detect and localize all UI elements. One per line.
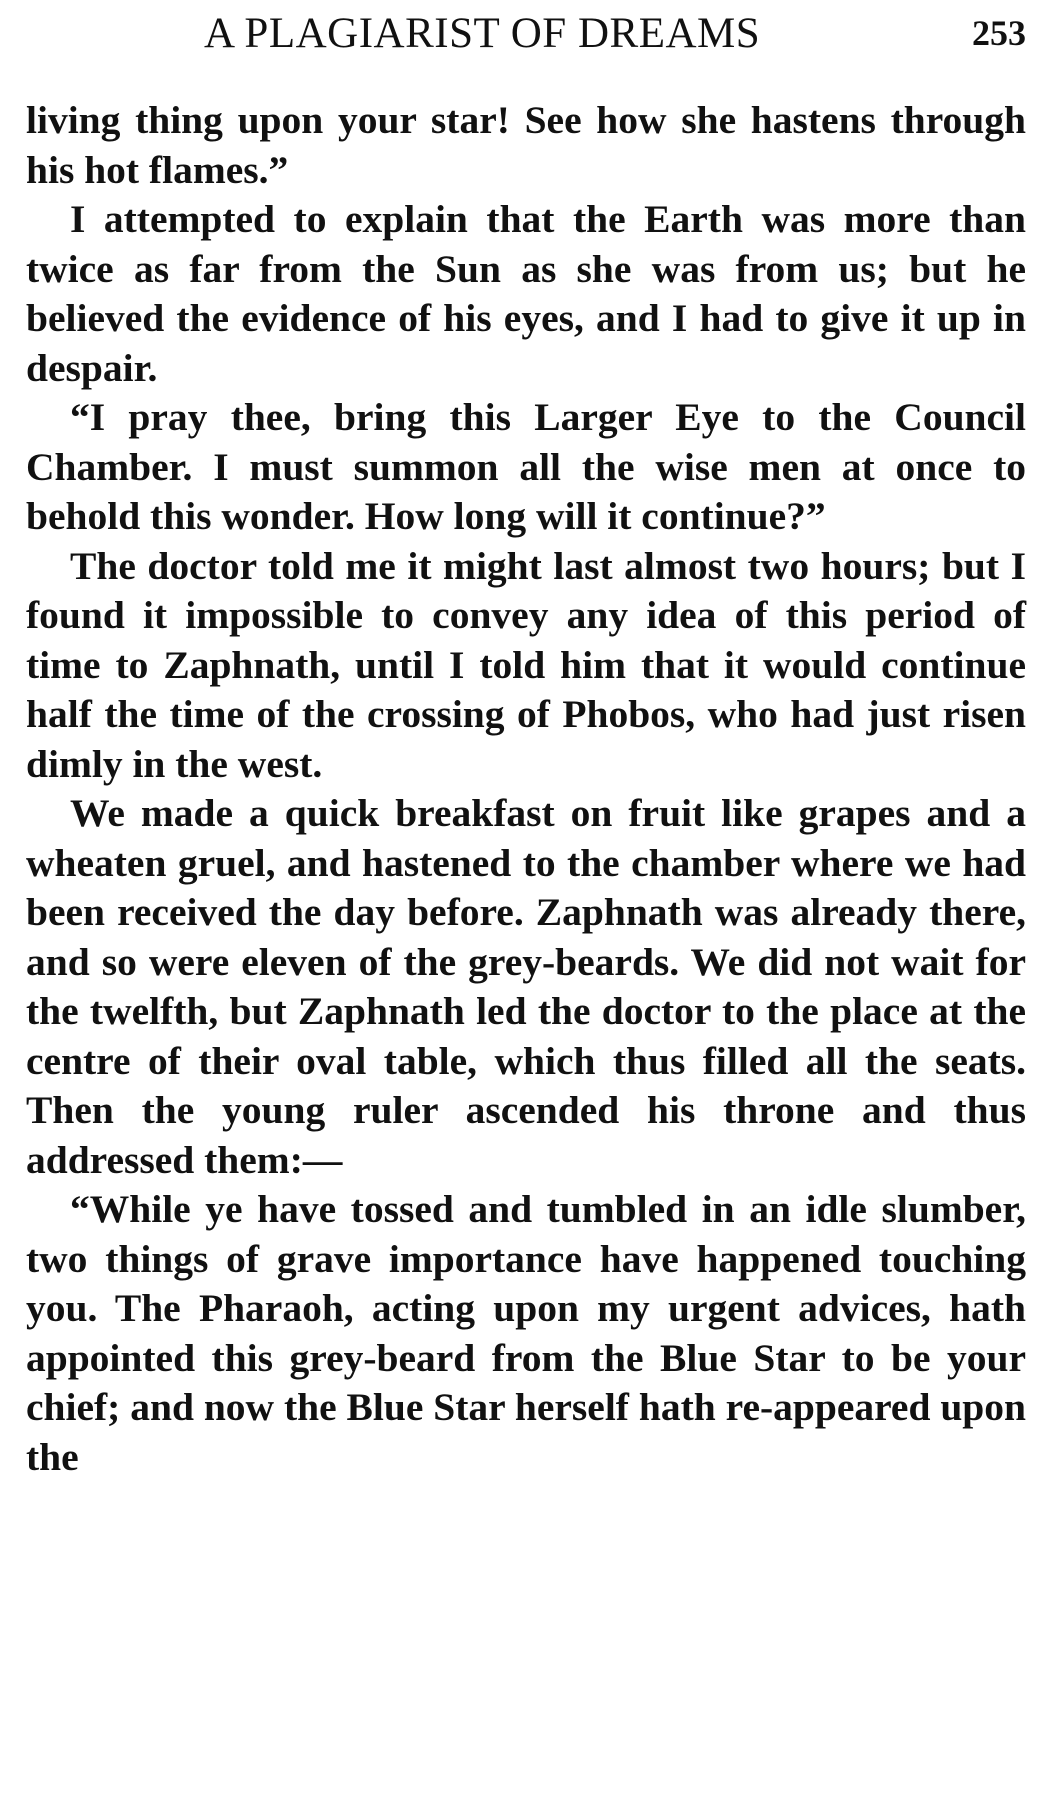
paragraph: living thing upon your star! See how she hastens through his hot flames.” — [26, 98, 1026, 192]
paragraph: “While ye have tossed and tumbled in an idle slumber, two things of grave importance have happened touching you. The Pharaoh, acting upon my urgent advices, hath appointed this grey-beard from the Blue Star to be your chief; and now the Blue Star herself hath re-appeared upon the — [26, 1187, 1026, 1479]
body-text — [26, 96, 1026, 1482]
running-title: A PLAGIARIST OF DREAMS — [204, 10, 761, 57]
book-page — [26, 0, 1026, 1482]
running-head — [26, 0, 1026, 60]
paragraph: We made a quick breakfast on fruit like grapes and a wheaten gruel, and hastened to the chamber where we had been received the day before. Zaphnath was already there, and so were eleven of the grey-beards. We did not wait for the twelfth, but Zaphnath led the doctor to the place at the centre of their oval table, which thus filled all the seats. Then the young ruler ascended his throne and thus addressed them:— — [26, 791, 1026, 1182]
page-number: 253 — [972, 13, 1026, 53]
paragraph: I attempted to explain that the Earth was more than twice as far from the Sun as she was from us; but he believed the evidence of his eyes, and I had to give it up in despair. — [26, 197, 1026, 390]
paragraph: “I pray thee, bring this Larger Eye to the Council Chamber. I must summon all the wise men at once to behold this wonder. How long will it continue?” — [26, 395, 1026, 538]
paragraph: The doctor told me it might last almost two hours; but I found it impossible to convey any idea of this period of time to Zaphnath, until I told him that it would continue half the time of the crossing of Phobos, who had just risen dimly in the west. — [26, 543, 1026, 786]
